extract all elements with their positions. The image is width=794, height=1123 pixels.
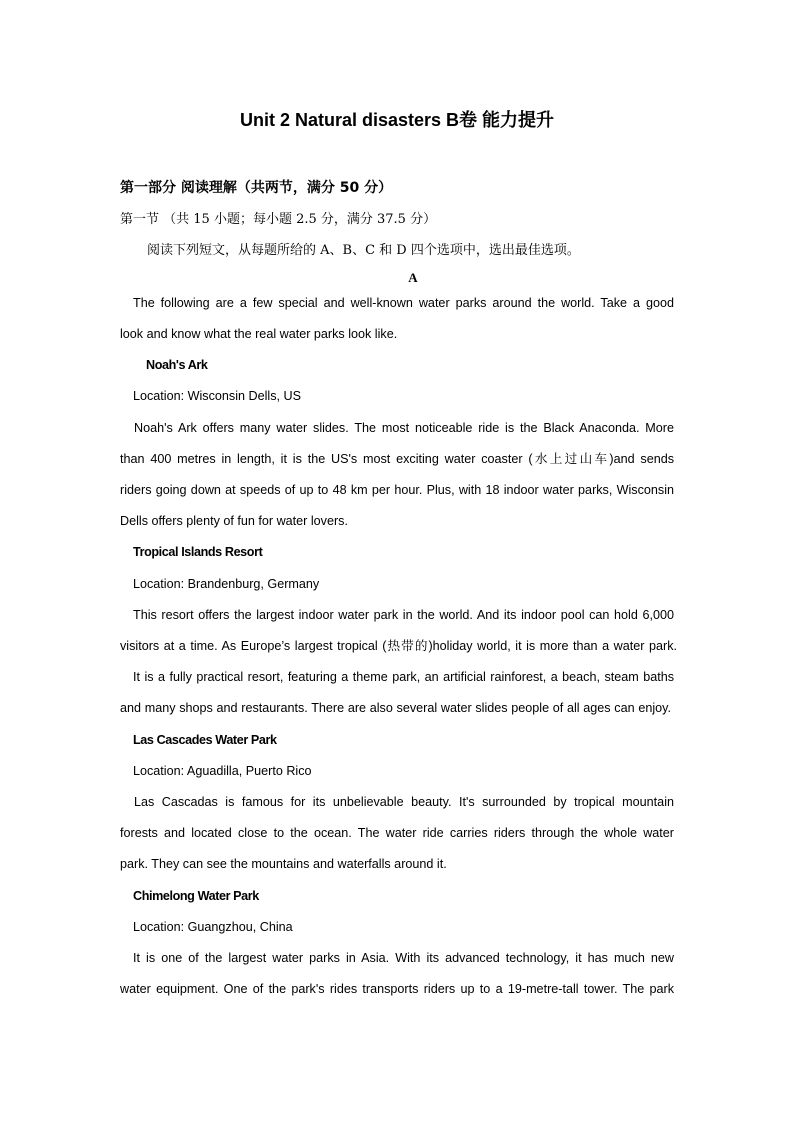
- park-location-chimelong: Location: Guangzhou, China: [133, 920, 293, 934]
- park-text-line: forests and located close to the ocean. The water ride carries riders through the whole water: [120, 826, 674, 840]
- section-heading: 第一节 （共 15 小题；每小题 2.5 分，满分 37.5 分）: [120, 212, 437, 227]
- park-name-chimelong: Chimelong Water Park: [133, 889, 259, 903]
- park-name-tropical-islands: Tropical Islands Resort: [133, 545, 263, 559]
- park-text-line: Las Cascadas is famous for its unbelievable beauty. It's surrounded by tropical mountain: [134, 795, 674, 809]
- park-text-line: This resort offers the largest indoor water park in the world. And its indoor pool can hold 6,000: [133, 608, 674, 622]
- park-text-line: riders going down at speeds of up to 48 km per hour. Plus, with 18 indoor water parks, Wisconsin: [120, 483, 674, 497]
- park-location-las-cascades: Location: Aguadilla, Puerto Rico: [133, 764, 312, 778]
- intro-line-2: look and know what the real water parks look like.: [120, 327, 398, 341]
- instruction-text: 阅读下列短文，从每题所给的 A、B、C 和 D 四个选项中，选出最佳选项。: [147, 243, 580, 258]
- park-text-line: water equipment. One of the park's rides transports riders up to a 19-metre-tall tower. The park: [120, 982, 674, 996]
- park-name-noahs-ark: Noah's Ark: [146, 358, 208, 372]
- document-title: Unit 2 Natural disasters B卷 能力提升: [239, 110, 555, 130]
- park-text-line: Noah's Ark offers many water slides. The most noticeable ride is the Black Anaconda. More: [134, 421, 674, 435]
- part-heading: 第一部分 阅读理解（共两节，满分 50 分）: [120, 180, 393, 196]
- park-text-line: than 400 metres in length, it is the US's most exciting water coaster (水上过山车)and sends: [120, 452, 674, 466]
- park-text-line: park. They can see the mountains and waterfalls around it.: [120, 857, 447, 871]
- park-text-line: visitors at a time. As Europe’s largest tropical (热带的)holiday world, it is more than a water park.: [120, 639, 677, 653]
- park-text-line: and many shops and restaurants. There are also several water slides people of all ages can enjoy.: [120, 701, 671, 715]
- passage-label: A: [408, 270, 418, 285]
- park-text-line: It is one of the largest water parks in Asia. With its advanced technology, it has much new: [133, 951, 674, 965]
- park-location-tropical-islands: Location: Brandenburg, Germany: [133, 577, 320, 591]
- intro-line-1: The following are a few special and well-known water parks around the world. Take a good: [133, 296, 674, 310]
- park-text-line: Dells offers plenty of fun for water lovers.: [120, 514, 348, 528]
- park-name-las-cascades: Las Cascades Water Park: [133, 733, 277, 747]
- park-location-noahs-ark: Location: Wisconsin Dells, US: [133, 389, 301, 403]
- park-text-line: It is a fully practical resort, featuring a theme park, an artificial rainforest, a beach, steam baths: [133, 670, 674, 684]
